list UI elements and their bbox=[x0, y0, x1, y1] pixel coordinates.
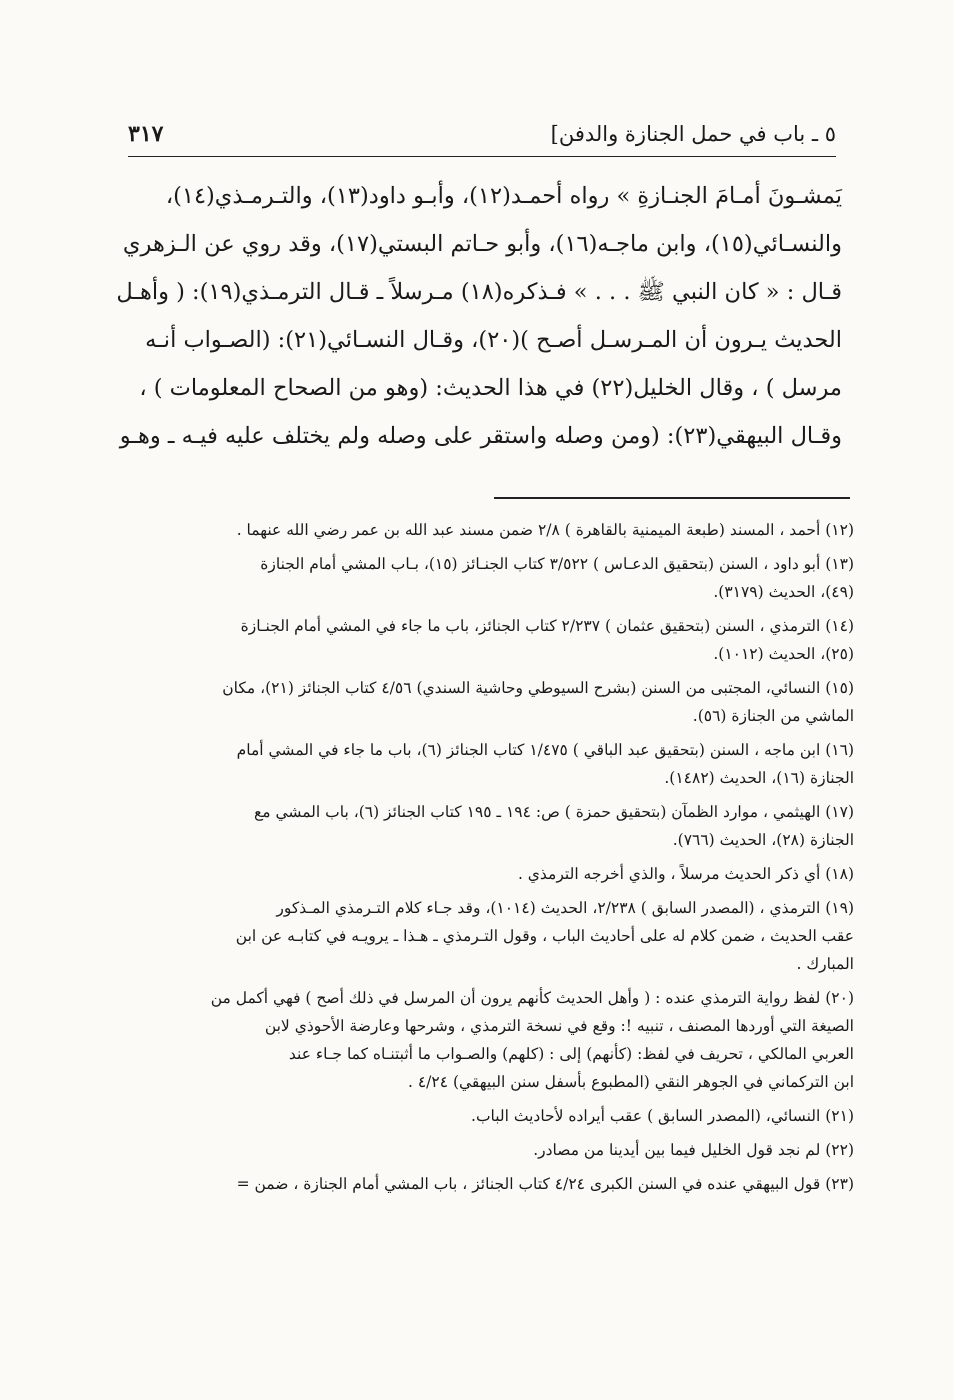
footnote-line: (٢٠) لفظ رواية الترمذي عنده : ( وأهل الحديث كأنهم يرون أن المرسل في ذلك أصح ) فهي أكمل من bbox=[210, 989, 854, 1007]
footnote-line: (١٤) الترمذي ، السنن (بتحقيق عثمان ) ٢/٢٣٧ كتاب الجنائز، باب ما جاء في المشي أمام الجنـازة bbox=[240, 617, 854, 635]
footnote-line: (١٩) الترمذي ، (المصدر السابق ) ٢/٢٣٨، الحديث (١٠١٤)، وقد جـاء كلام التـرمذي المـذكور bbox=[276, 899, 854, 917]
footnote-line: العربي المالكي ، تحريف في لفظ: (كأنهم) إلى : (كلهم) والصـواب ما أثبتنـاه كما جـاء عند bbox=[288, 1045, 854, 1063]
main-text-line: الحديث يـرون أن المـرسـل أصـح )(٢٠)، وقـال النسـائي(٢١): (الصـواب أنـه bbox=[145, 327, 842, 353]
main-text-line: والنسـائي(١٥)، وابن ماجـه(١٦)، وأبو حـاتم البستي(١٧)، وقد روي عن الـزهري bbox=[122, 231, 842, 257]
footnote-line: (٢١) النسائي، (المصدر السابق ) عقب أيراده لأحاديث الباب. bbox=[471, 1107, 854, 1125]
footnote-20 bbox=[112, 984, 854, 1096]
page-number: ٣١٧ bbox=[128, 121, 164, 147]
footnote-line: (٢٢) لم نجد قول الخليل فيما بين أيدينا من مصادر. bbox=[533, 1141, 854, 1159]
footnote-14 bbox=[112, 612, 854, 668]
footnote-line: الصيغة التي أوردها المصنف ، تنبيه !: وقع في نسخة الترمذي ، وشرحها وعارضة الأحوذي لابن bbox=[264, 1017, 854, 1035]
footnote-21 bbox=[112, 1102, 854, 1130]
footnote-line: (١٥) النسائي، المجتبى من السنن (بشرح السيوطي وحاشية السندي) ٤/٥٦ كتاب الجنائز (٢١)، مكان bbox=[222, 679, 854, 697]
footnotes bbox=[112, 516, 854, 1204]
main-text-line: مرسل ) ، وقال الخليل(٢٢) في هذا الحديث: (وهو من الصحاح المعلومات ) ، bbox=[139, 375, 842, 401]
running-head: ٥ ـ باب في حمل الجنازة والدفن] bbox=[550, 122, 836, 146]
footnote-line: المبارك . bbox=[796, 955, 854, 973]
footnote-line: ابن التركماني في الجوهر النقي (المطبوع بأسفل سنن البيهقي) ٤/٢٤ . bbox=[407, 1073, 854, 1091]
footnote-line: (٤٩)، الحديث (٣١٧٩). bbox=[713, 583, 854, 601]
footnote-line: (١٢) أحمد ، المسند (طبعة الميمنية بالقاهرة ) ٢/٨ ضمن مسند عبد الله بن عمر رضي الله عنهما . bbox=[236, 521, 854, 539]
footnote-17 bbox=[112, 798, 854, 854]
footnote-18 bbox=[112, 860, 854, 888]
footnote-13 bbox=[112, 550, 854, 606]
footnote-22 bbox=[112, 1136, 854, 1164]
main-text bbox=[118, 172, 842, 460]
footnote-separator bbox=[494, 497, 850, 499]
footnote-line: (١٨) أي ذكر الحديث مرسلاً ، والذي أخرجه الترمذي . bbox=[517, 865, 854, 883]
footnote-line: (١٦) ابن ماجه ، السنن (بتحقيق عبد الباقي ) ١/٤٧٥ كتاب الجنائز (٦)، باب ما جاء في المشي أمام bbox=[236, 741, 854, 759]
footnote-12 bbox=[112, 516, 854, 544]
footnote-23 bbox=[112, 1170, 854, 1198]
footnote-line: (٢٣) قول البيهقي عنده في السنن الكبرى ٤/٢٤ كتاب الجنائز ، باب المشي أمام الجنازة ، ضمن = bbox=[236, 1175, 854, 1193]
page-header bbox=[128, 112, 836, 157]
footnote-line: (١٧) الهيثمي ، موارد الظمآن (بتحقيق حمزة ) ص: ١٩٤ ـ ١٩٥ كتاب الجنائز (٦)، باب المشي مع bbox=[254, 803, 854, 821]
main-text-line: يَمشـونَ أمـامَ الجنـازةِ » رواه أحمـد(١٢)، وأبـو داود(١٣)، والتـرمـذي(١٤)، bbox=[165, 183, 842, 209]
footnote-line: (١٣) أبو داود ، السنن (بتحقيق الدعـاس ) ٣/٥٢٢ كتاب الجنـائز (١٥)، بـاب المشي أمام الجنازة bbox=[260, 555, 854, 573]
footnote-line: الماشي من الجنازة (٥٦). bbox=[692, 707, 854, 725]
footnote-line: عقب الحديث ، ضمن كلام له على أحاديث الباب ، وقول التـرمذي ـ هـذا ـ يرويـه في كتابـه عن ابن bbox=[235, 927, 854, 945]
footnote-19 bbox=[112, 894, 854, 978]
footnote-line: الجنازة (٢٨)، الحديث (٧٦٦). bbox=[672, 831, 854, 849]
main-text-line: قـال : « كان النبي ﷺ . . . » فـذكره(١٨) مـرسلاً ـ قـال الترمـذي(١٩): ( وأهـل bbox=[116, 279, 842, 305]
footnote-line: (٢٥)، الحديث (١٠١٢). bbox=[713, 645, 854, 663]
footnote-16 bbox=[112, 736, 854, 792]
main-text-line: وقـال البيهقي(٢٣): (ومن وصله واستقر على وصله ولم يختلف عليه فيـه ـ وهـو bbox=[119, 423, 842, 449]
footnote-15 bbox=[112, 674, 854, 730]
footnote-line: الجنازة (١٦)، الحديث (١٤٨٢). bbox=[664, 769, 854, 787]
